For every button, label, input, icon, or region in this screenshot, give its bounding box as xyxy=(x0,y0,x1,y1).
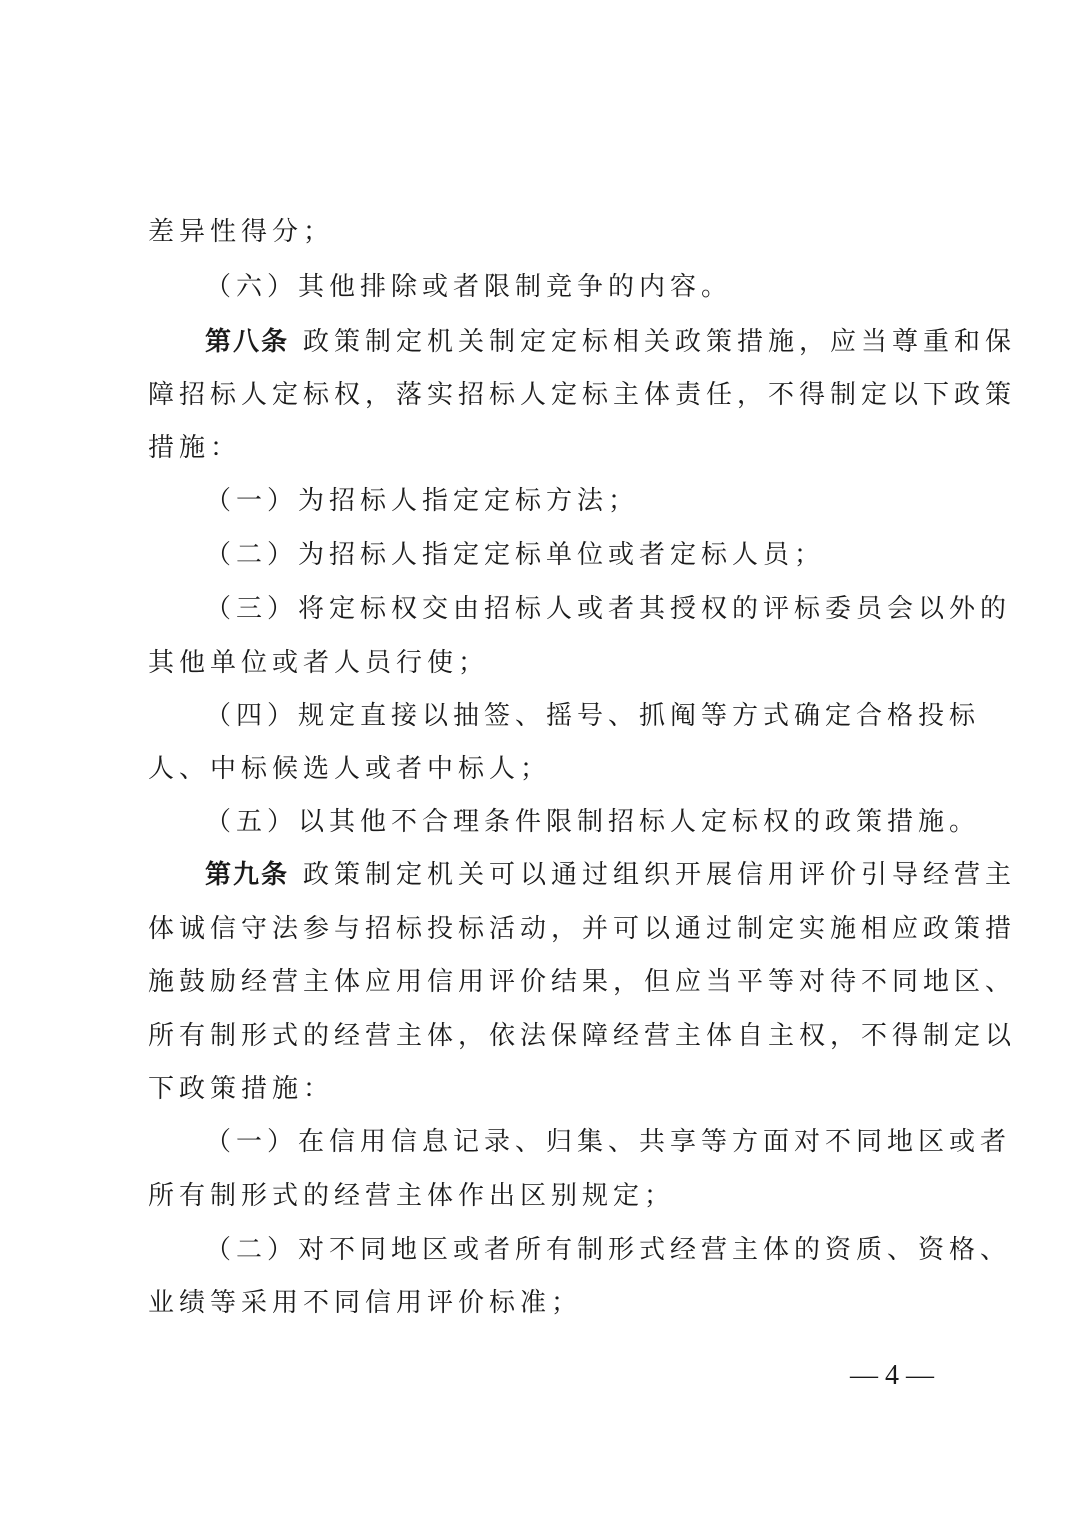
text-line: 体诚信守法参与招标投标活动，并可以通过制定实施相应政策措 xyxy=(148,914,1017,944)
article-9-heading: 第九条 xyxy=(205,860,290,890)
text-line: 业绩等采用不同信用评价标准； xyxy=(148,1288,583,1318)
text-line: 所有制形式的经营主体，依法保障经营主体自主权，不得制定以 xyxy=(148,1021,1017,1051)
list-item-2: （二）对不同地区或者所有制形式经营主体的资质、资格、 xyxy=(205,1235,1012,1265)
article-8-text: 政策制定机关制定定标相关政策措施，应当尊重和保 xyxy=(303,327,1017,357)
list-item-2: （二）为招标人指定定标单位或者定标人员； xyxy=(205,540,826,570)
list-item-1: （一）在信用信息记录、归集、共享等方面对不同地区或者 xyxy=(205,1127,1012,1157)
text-line: 施鼓励经营主体应用信用评价结果，但应当平等对待不同地区、 xyxy=(148,967,1017,997)
text-line: 人、中标候选人或者中标人； xyxy=(148,754,552,784)
text-line: 所有制形式的经营主体作出区别规定； xyxy=(148,1181,676,1211)
list-item-1: （一）为招标人指定定标方法； xyxy=(205,486,640,516)
list-item-5: （五）以其他不合理条件限制招标人定标权的政策措施。 xyxy=(205,807,981,837)
article-8-heading: 第八条 xyxy=(205,327,290,357)
list-item-6: （六）其他排除或者限制竞争的内容。 xyxy=(205,272,733,302)
text-line: 措施： xyxy=(148,433,242,463)
text-line: 差异性得分； xyxy=(148,217,335,247)
text-line: 其他单位或者人员行使； xyxy=(148,648,490,678)
text-line: 障招标人定标权，落实招标人定标主体责任，不得制定以下政策 xyxy=(148,380,1017,410)
article-9-first-line xyxy=(205,855,1016,895)
list-item-4: （四）规定直接以抽签、摇号、抓阄等方式确定合格投标 xyxy=(205,701,981,731)
article-9-text: 政策制定机关可以通过组织开展信用评价引导经营主 xyxy=(303,860,1017,890)
text-line: 下政策措施： xyxy=(148,1074,335,1104)
article-8-first-line xyxy=(205,322,1016,362)
page-number: — 4 — xyxy=(850,1360,934,1391)
list-item-3: （三）将定标权交由招标人或者其授权的评标委员会以外的 xyxy=(205,594,1012,624)
